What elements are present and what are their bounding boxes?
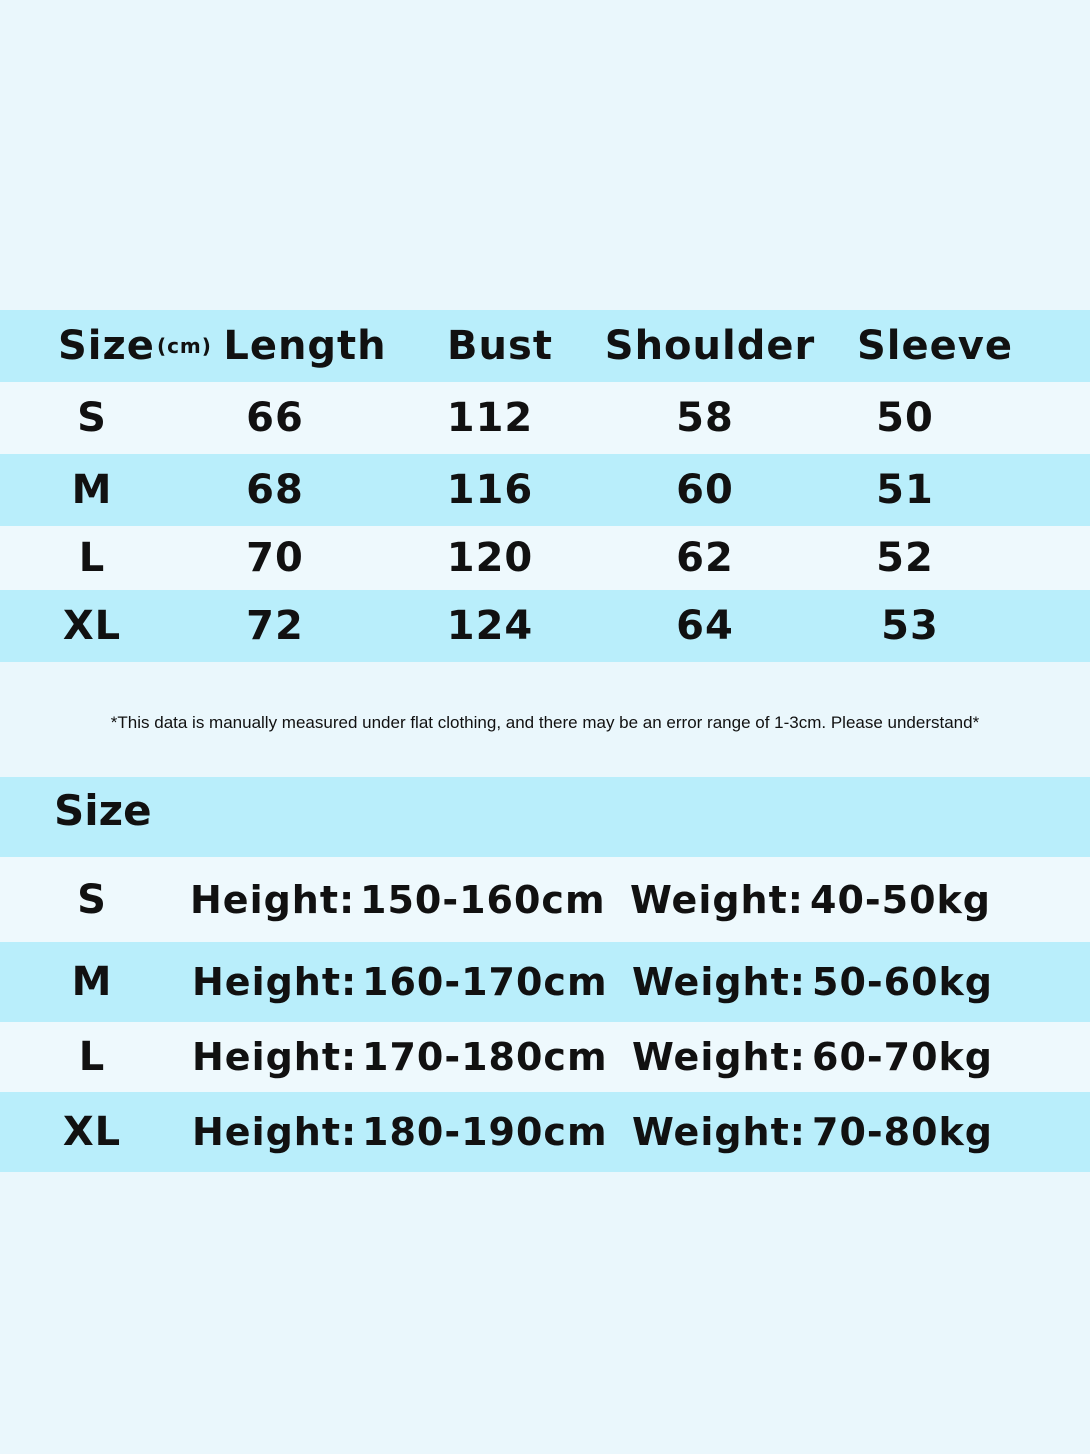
rec-height-value: 160-170cm [362, 960, 608, 1004]
recommendation-title-row [0, 777, 1090, 857]
measurement-row [0, 590, 1090, 662]
recommendation-row [0, 942, 1090, 1022]
row-length: 68 [246, 467, 304, 513]
recommendation-title: Size [54, 785, 152, 835]
rec-weight-label: Weight: [632, 1035, 806, 1079]
row-shoulder: 60 [676, 467, 734, 513]
row-bust: 116 [446, 467, 534, 513]
rec-weight-value: 70-80kg [812, 1110, 994, 1154]
rec-height-label: Height: [192, 1035, 358, 1079]
rec-weight-value: 60-70kg [812, 1035, 994, 1079]
header-bust: Bust [447, 323, 553, 369]
recommendation-row [0, 1022, 1090, 1092]
rec-weight-value: 40-50kg [810, 877, 992, 922]
recommendation-row [0, 857, 1090, 942]
rec-height-label: Height: [192, 1110, 358, 1154]
rec-weight-label: Weight: [632, 1110, 806, 1154]
rec-weight-label: Weight: [630, 877, 804, 922]
rec-height-label: Height: [192, 960, 358, 1004]
row-size: M [71, 467, 113, 513]
rec-size: XL [62, 1109, 122, 1155]
measurement-note: *This data is manually measured under flat clothing, and there may be an error range of 1-3cm. Please understand* [110, 713, 980, 732]
measurement-row [0, 526, 1090, 590]
row-sleeve: 51 [876, 467, 934, 513]
rec-height-value: 180-190cm [362, 1110, 608, 1154]
row-length: 70 [246, 535, 304, 581]
measurement-header-row [0, 310, 1090, 382]
row-bust: 124 [446, 603, 534, 649]
header-size [58, 310, 212, 382]
row-length: 66 [246, 395, 304, 441]
row-bust: 112 [446, 395, 534, 441]
rec-height-value: 170-180cm [362, 1035, 608, 1079]
rec-size: M [71, 959, 113, 1005]
row-size: XL [62, 603, 122, 649]
rec-weight-value: 50-60kg [812, 960, 994, 1004]
rec-weight-label: Weight: [632, 960, 806, 1004]
measurement-row [0, 454, 1090, 526]
row-size: L [78, 535, 106, 581]
row-sleeve: 52 [876, 535, 934, 581]
header-length: Length [223, 323, 387, 369]
row-length: 72 [246, 603, 304, 649]
header-sleeve: Sleeve [857, 323, 1013, 369]
rec-size: L [78, 1034, 106, 1080]
header-size-unit: (cm) [156, 334, 212, 358]
recommendation-row [0, 1092, 1090, 1172]
row-bust: 120 [446, 535, 534, 581]
header-size-label: Size [58, 323, 155, 369]
rec-height-value: 150-160cm [360, 877, 606, 922]
row-sleeve: 50 [876, 395, 934, 441]
row-shoulder: 62 [676, 535, 734, 581]
row-shoulder: 64 [676, 603, 734, 649]
rec-size: S [77, 876, 107, 923]
row-sleeve: 53 [881, 603, 939, 649]
header-shoulder: Shoulder [604, 323, 816, 369]
row-size: S [77, 395, 107, 441]
measurement-row [0, 382, 1090, 454]
rec-height-label: Height: [190, 877, 356, 922]
row-shoulder: 58 [676, 395, 734, 441]
